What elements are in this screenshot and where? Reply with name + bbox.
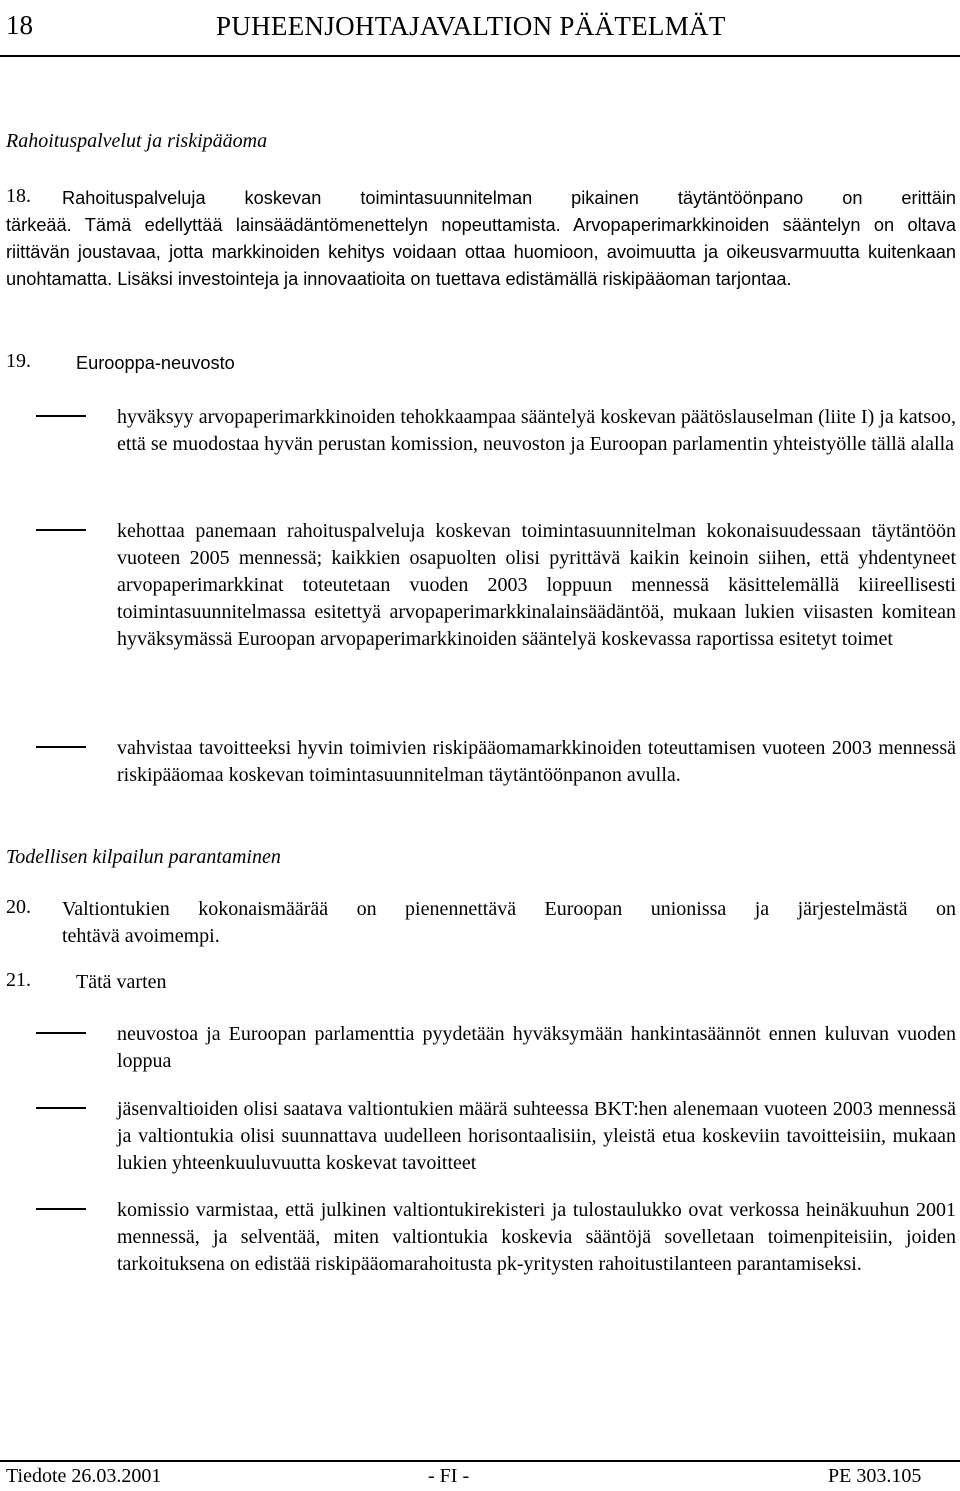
- bullet-item: jäsenvaltioiden olisi saatava valtiontukien määrä suhteessa BKT:hen alenemaan vuoteen 2003 mennessä ja valtiontukia olisi suunnattava uudelleen horisontaalisiin, yleistä etua koskeviin tavoitteisiin, mukaan lukien yhteenkuuluvuutta koskevat tavoitteet: [117, 1098, 956, 1174]
- bullet-item: neuvostoa ja Euroopan parlamenttia pyydetään hyväksymään hankintasäännöt ennen kuluvan vuoden loppua: [117, 1023, 956, 1072]
- section-heading-competition: Todellisen kilpailun parantaminen: [6, 846, 281, 868]
- page-number: 18: [6, 10, 33, 40]
- paragraph-number: 20.: [6, 896, 31, 918]
- paragraph-number: 21.: [6, 969, 31, 991]
- paragraph-20-first-line: Valtiontukien kokonaismäärää on pienennettävä Euroopan unionissa ja järjestelmästä on: [62, 898, 956, 920]
- dash-bullet: [36, 529, 86, 531]
- header-divider: [0, 55, 960, 57]
- dash-bullet: [36, 1208, 86, 1210]
- dash-bullet: [36, 746, 86, 748]
- paragraph-number: 19.: [6, 350, 31, 372]
- paragraph-18-body: tärkeää. Tämä edellyttää lainsäädäntömenettelyn nopeuttamista. Arvopaperimarkkinoiden sääntelyn on oltava riittävän joustavaa, jotta markkinoiden kehitys voidaan ottaa huomioon, avoimuutta ja oikeusvarmuutta kuitenkaan unohtamatta. Lisäksi investointeja ja innovaatioita on tuettava edistämällä riskipääoman tarjontaa.: [6, 215, 956, 289]
- bullet-item: komissio varmistaa, että julkinen valtiontukirekisteri ja tulostaulukko ovat verkossa heinäkuuhun 2001 mennessä, ja selventää, miten valtiontukia koskevia sääntöjä sovelletaan toimenpiteisiin, joiden tarkoituksena on edistää riskipääomarahoitusta pk-yritysten rahoitustilanteen parantamiseksi.: [117, 1199, 956, 1275]
- dash-bullet: [36, 415, 86, 417]
- dash-bullet: [36, 1032, 86, 1034]
- footer-document-ref: Tiedote 26.03.2001: [6, 1465, 162, 1487]
- paragraph-20-body: tehtävä avoimempi.: [62, 925, 220, 947]
- footer-pe-number: PE 303.105: [828, 1465, 922, 1487]
- bullet-item: hyväksyy arvopaperimarkkinoiden tehokkaampaa sääntelyä koskevan päätöslauselman (liite I) ja katsoo, että se muodostaa hyvän perustan komission, neuvoston ja Euroopan parlamentin yhteistyölle tällä alalla: [117, 406, 956, 455]
- paragraph-19-lead: Eurooppa-neuvosto: [76, 353, 235, 373]
- paragraph-21-lead: Tätä varten: [76, 971, 167, 993]
- bullet-item: kehottaa panemaan rahoituspalveluja koskevan toimintasuunnitelman kokonaisuudessaan täytäntöön vuoteen 2005 mennessä; kaikkien osapuolten olisi pyrittävä kaikin keinoin siihen, että yhdentyneet arvopaperimarkkinat toteutetaan vuoden 2003 loppuun mennessä käsittelemällä kiireellisesti toimintasuunnitelmassa esitettyä arvopaperimarkkinalainsäädäntöä, mukaan lukien viisasten komitean hyväksymässä Euroopan arvopaperimarkkinoiden sääntelyä koskevassa raportissa esitetyt toimet: [117, 520, 956, 650]
- dash-bullet: [36, 1107, 86, 1109]
- bullet-item: vahvistaa tavoitteeksi hyvin toimivien riskipääomamarkkinoiden toteuttamisen vuoteen 2003 mennessä riskipääomaa koskevan toimintasuunnitelman täytäntöönpanon avulla.: [117, 737, 956, 786]
- paragraph-number: 18.: [6, 185, 31, 207]
- page-title: PUHEENJOHTAJAVALTION PÄÄTELMÄT: [216, 11, 726, 41]
- section-heading-financial-services: Rahoituspalvelut ja riskipääoma: [6, 130, 268, 152]
- footer-language: - FI -: [428, 1465, 470, 1487]
- paragraph-18-first-line: Rahoituspalveluja koskevan toimintasuunnitelman pikainen täytäntöönpano on erittäin: [62, 188, 956, 208]
- footer-divider: [0, 1460, 960, 1462]
